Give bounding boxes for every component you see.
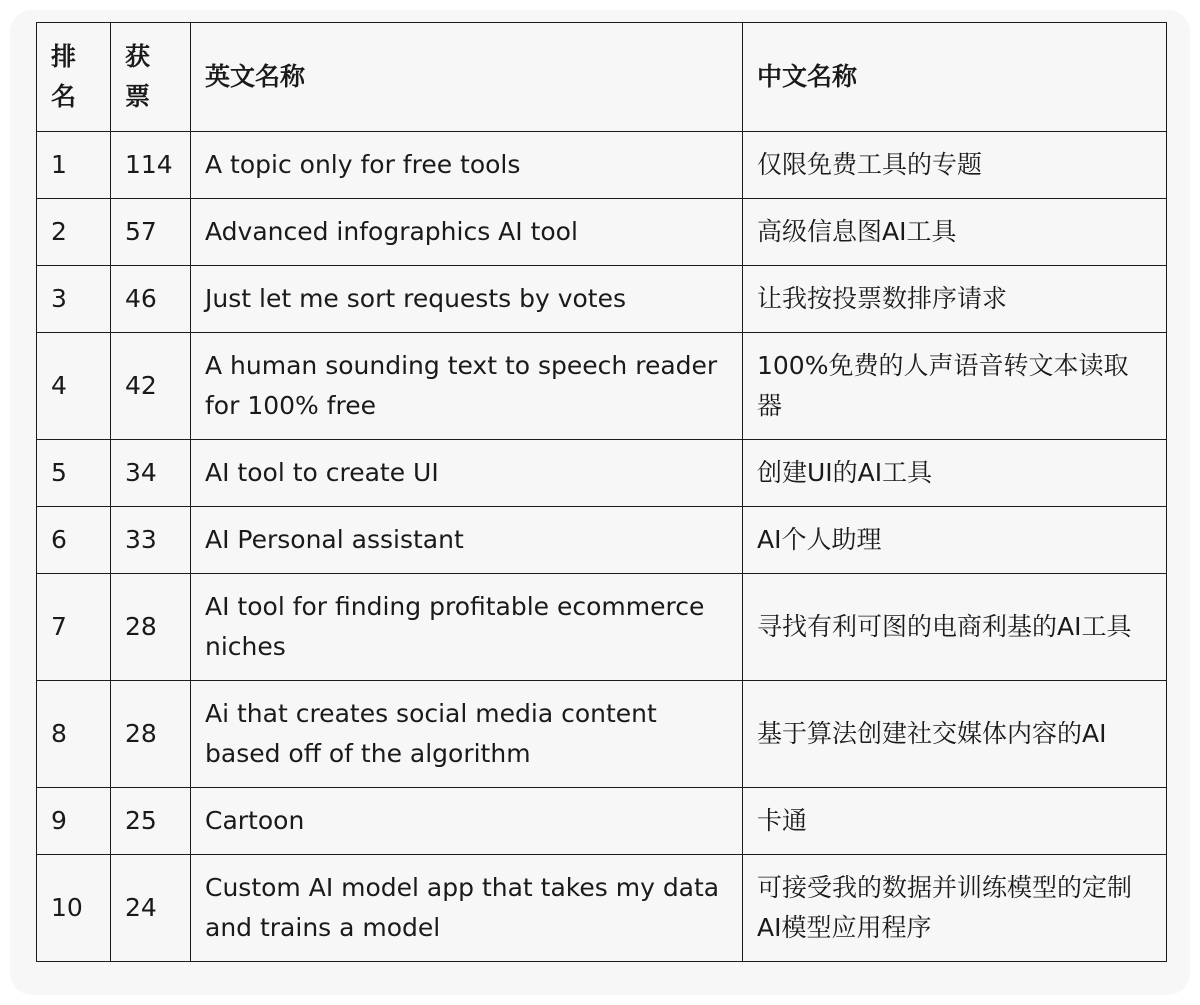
votes-cell: 28 (111, 681, 191, 788)
table-row (37, 507, 1167, 574)
table-card (10, 10, 1190, 995)
rank-cell: 4 (37, 333, 111, 440)
chinese-name-cell: 100%免费的人声语音转文本读取器 (743, 333, 1167, 440)
rank-cell: 7 (37, 574, 111, 681)
chinese-name-cell: 基于算法创建社交媒体内容的AI (743, 681, 1167, 788)
rank-cell: 1 (37, 132, 111, 199)
ranking-table (36, 22, 1167, 962)
rank-cell: 3 (37, 266, 111, 333)
header-votes-label: 获票 (125, 42, 151, 111)
table-row (37, 788, 1167, 855)
header-votes (111, 23, 191, 132)
english-name-cell: A topic only for free tools (191, 132, 743, 199)
votes-cell: 25 (111, 788, 191, 855)
table-row (37, 132, 1167, 199)
english-name-cell: Advanced infographics AI tool (191, 199, 743, 266)
table-row (37, 855, 1167, 962)
votes-cell: 57 (111, 199, 191, 266)
table-header (37, 23, 1167, 132)
table-row (37, 574, 1167, 681)
english-name-cell: AI tool to create UI (191, 440, 743, 507)
header-chinese-name: 中文名称 (743, 23, 1167, 132)
english-name-cell: Cartoon (191, 788, 743, 855)
rank-cell: 5 (37, 440, 111, 507)
chinese-name-cell: AI个人助理 (743, 507, 1167, 574)
table-row (37, 199, 1167, 266)
table-row (37, 333, 1167, 440)
votes-cell: 46 (111, 266, 191, 333)
chinese-name-cell: 寻找有利可图的电商利基的AI工具 (743, 574, 1167, 681)
table-body (37, 132, 1167, 962)
chinese-name-cell: 仅限免费工具的专题 (743, 132, 1167, 199)
votes-cell: 24 (111, 855, 191, 962)
table-row (37, 440, 1167, 507)
table-row (37, 266, 1167, 333)
chinese-name-cell: 让我按投票数排序请求 (743, 266, 1167, 333)
rank-cell: 8 (37, 681, 111, 788)
english-name-cell: AI Personal assistant (191, 507, 743, 574)
votes-cell: 28 (111, 574, 191, 681)
rank-cell: 10 (37, 855, 111, 962)
table-row (37, 681, 1167, 788)
votes-cell: 42 (111, 333, 191, 440)
votes-cell: 34 (111, 440, 191, 507)
header-rank (37, 23, 111, 132)
english-name-cell: Custom AI model app that takes my data and trains a model (191, 855, 743, 962)
english-name-cell: AI tool for finding profitable ecommerce niches (191, 574, 743, 681)
votes-cell: 114 (111, 132, 191, 199)
english-name-cell: A human sounding text to speech reader for 100% free (191, 333, 743, 440)
header-row (37, 23, 1167, 132)
rank-cell: 6 (37, 507, 111, 574)
english-name-cell: Just let me sort requests by votes (191, 266, 743, 333)
rank-cell: 2 (37, 199, 111, 266)
rank-cell: 9 (37, 788, 111, 855)
header-rank-label: 排名 (51, 42, 77, 111)
chinese-name-cell: 高级信息图AI工具 (743, 199, 1167, 266)
header-english-name: 英文名称 (191, 23, 743, 132)
votes-cell: 33 (111, 507, 191, 574)
english-name-cell: Ai that creates social media content based off of the algorithm (191, 681, 743, 788)
chinese-name-cell: 可接受我的数据并训练模型的定制AI模型应用程序 (743, 855, 1167, 962)
chinese-name-cell: 卡通 (743, 788, 1167, 855)
chinese-name-cell: 创建UI的AI工具 (743, 440, 1167, 507)
